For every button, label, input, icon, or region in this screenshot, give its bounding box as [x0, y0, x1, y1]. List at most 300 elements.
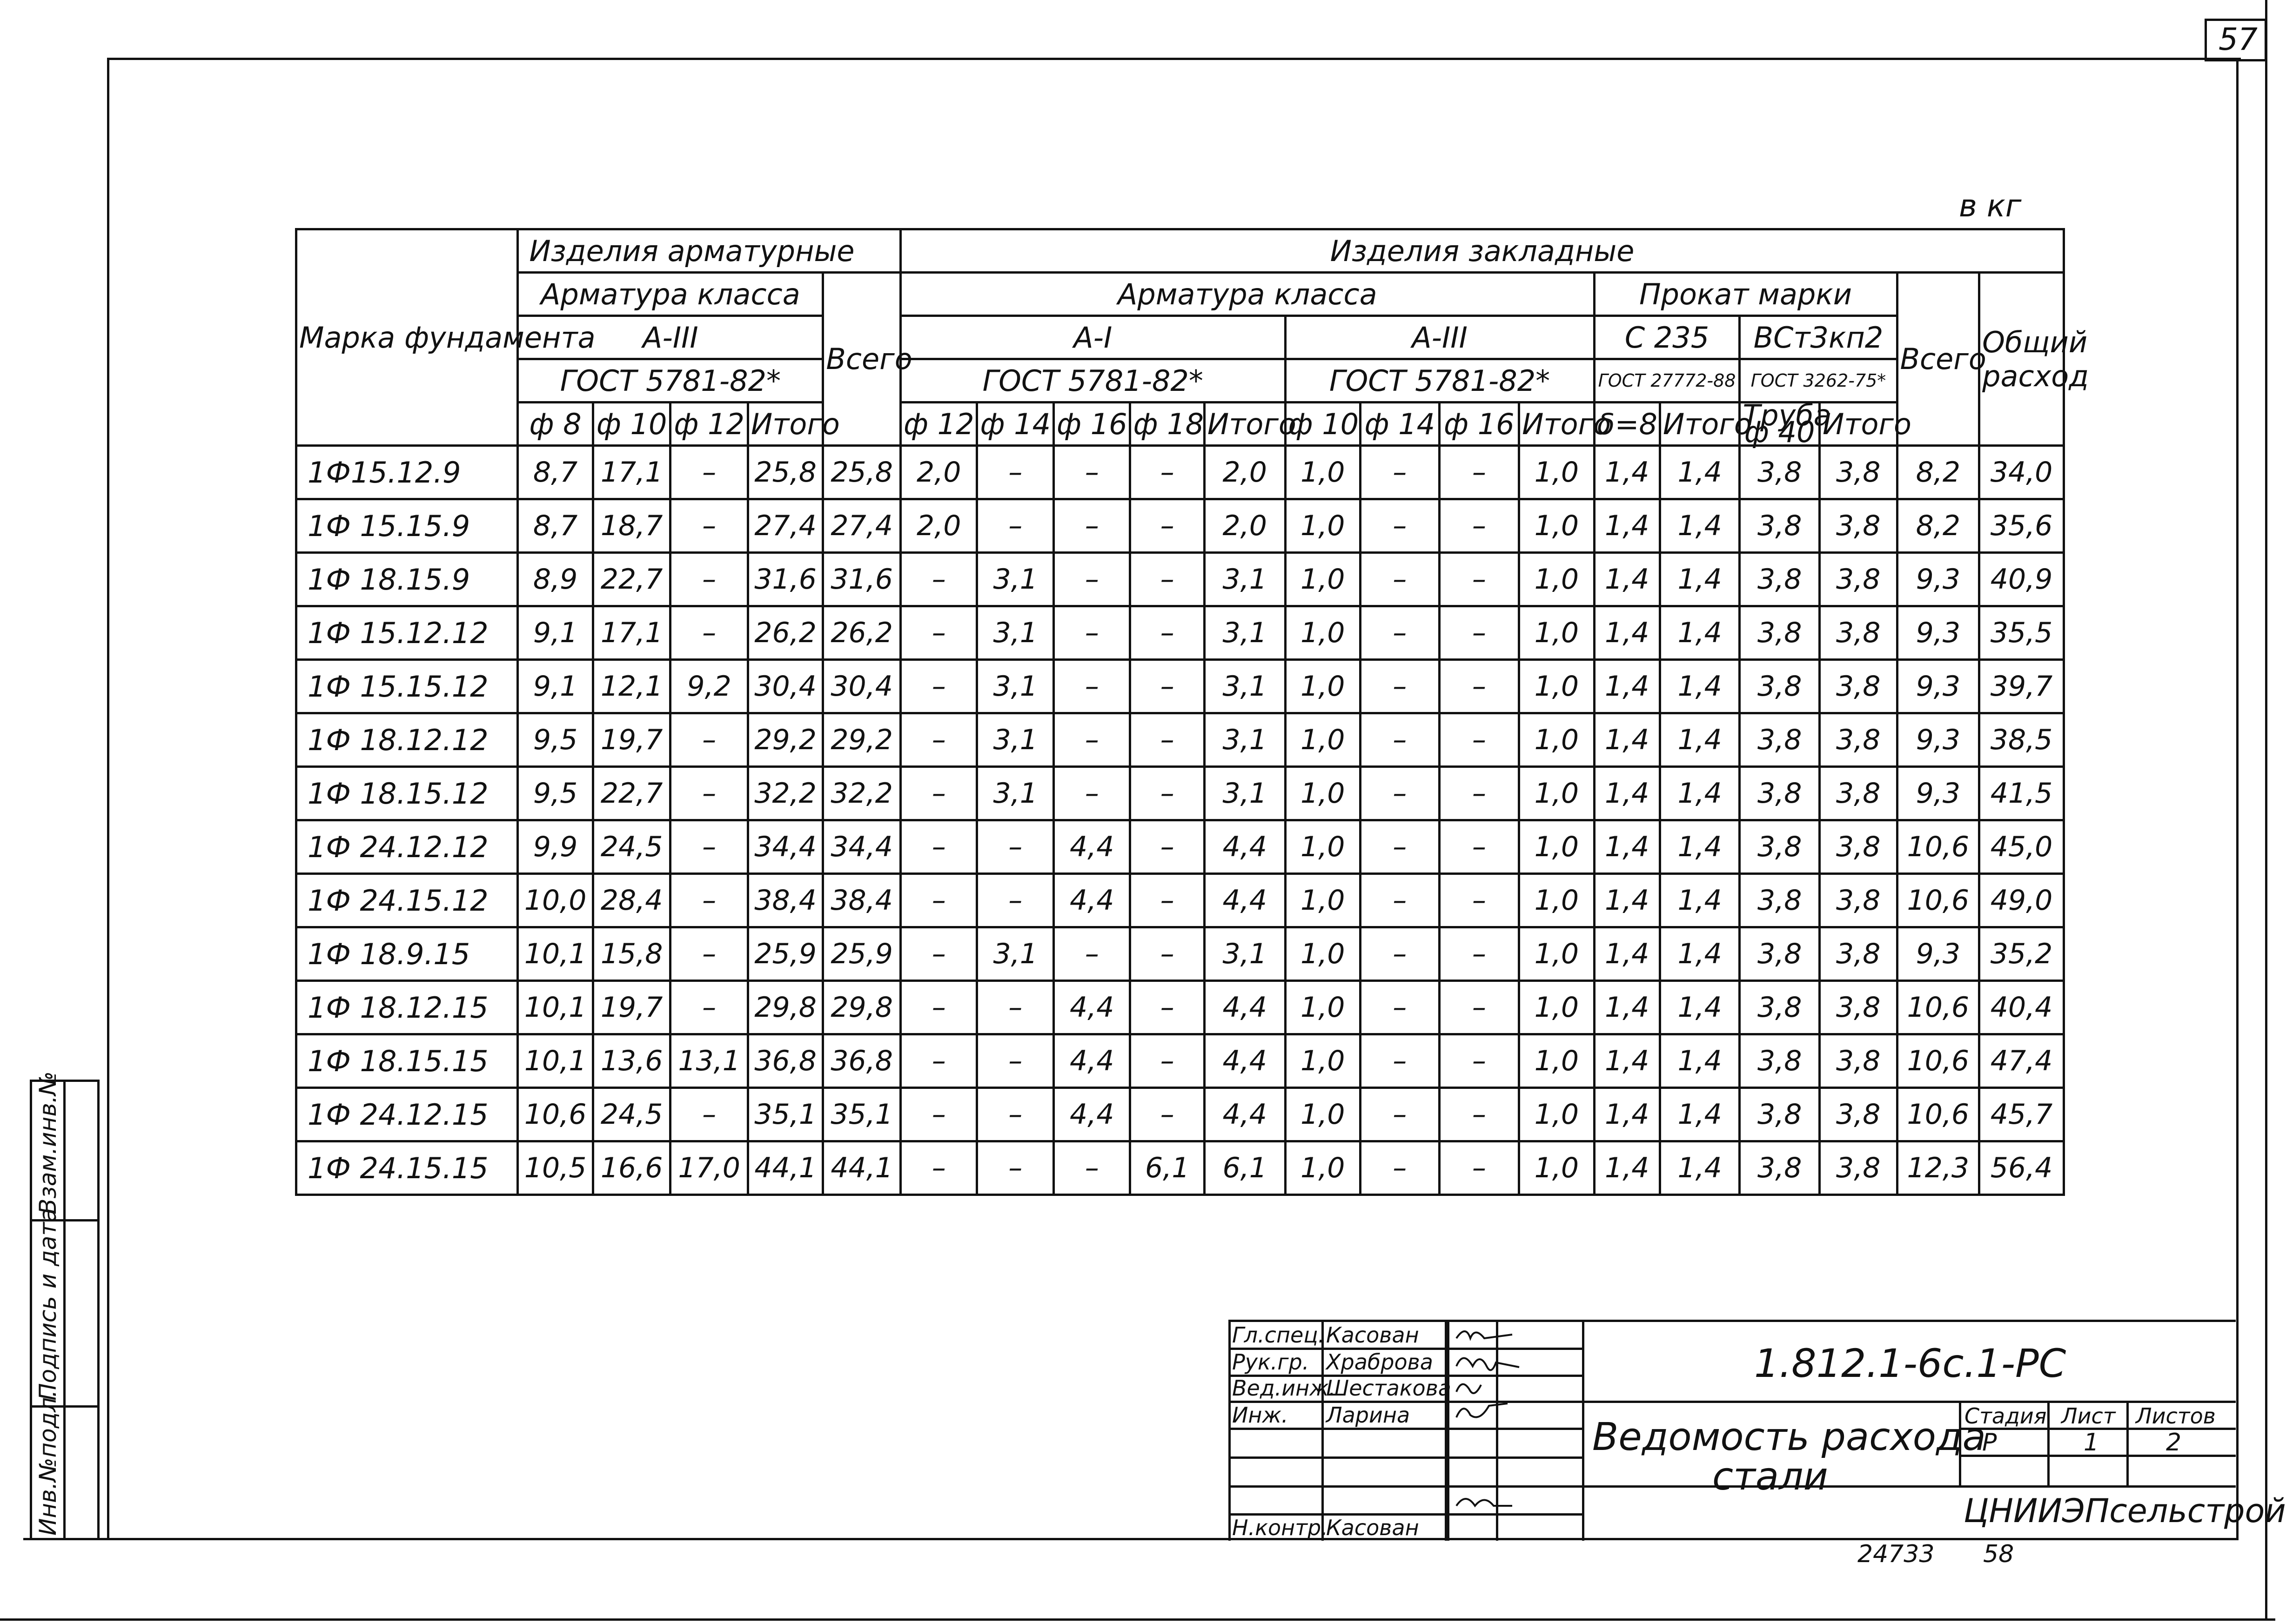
table-cell: 3,8: [1820, 1141, 1897, 1195]
table-cell: 3,8: [1740, 767, 1820, 820]
foundation-mark: 1Ф 24.15.15: [296, 1141, 518, 1195]
table-cell: –: [1439, 553, 1519, 606]
table-cell: 1,4: [1660, 820, 1740, 874]
table-row: [296, 499, 2064, 553]
foundation-mark: 1Ф 18.12.12: [296, 713, 518, 767]
name-3: Шестакова: [1326, 1376, 1451, 1401]
table-cell: 31,6: [748, 553, 823, 606]
sheet-label: Лист: [2061, 1403, 2116, 1429]
table-cell: 4,4: [1204, 1088, 1285, 1141]
table-row: [296, 1088, 2064, 1141]
table-cell: –: [670, 499, 748, 553]
table-cell: 1,4: [1594, 713, 1660, 767]
table-cell: 24,5: [593, 1088, 670, 1141]
table-cell: –: [1360, 874, 1439, 927]
table-cell: 3,1: [977, 767, 1054, 820]
table-cell: 3,1: [1204, 927, 1285, 981]
table-cell: 8,2: [1897, 499, 1979, 553]
table-cell: 34,4: [748, 820, 823, 874]
table-cell: 6,1: [1204, 1141, 1285, 1195]
header-subcol: ф 12: [900, 403, 977, 446]
table-cell: 8,7: [518, 446, 593, 499]
table-cell: 3,1: [1204, 713, 1285, 767]
header-subcol: ф 16: [1053, 403, 1130, 446]
table-cell: –: [1439, 1088, 1519, 1141]
table-cell: 2,0: [1204, 499, 1285, 553]
table-cell: 8,7: [518, 499, 593, 553]
table-cell: –: [670, 767, 748, 820]
table-cell: 13,6: [593, 1034, 670, 1088]
table-cell: 3,8: [1820, 606, 1897, 660]
table-cell: 3,8: [1820, 713, 1897, 767]
table-cell: 1,4: [1660, 553, 1740, 606]
table-cell: –: [1439, 820, 1519, 874]
table-cell: 3,8: [1820, 981, 1897, 1034]
table-cell: 29,8: [748, 981, 823, 1034]
table-cell: 27,4: [823, 499, 901, 553]
table-cell: 30,4: [823, 660, 901, 713]
table-cell: 26,2: [748, 606, 823, 660]
table-cell: –: [1360, 1034, 1439, 1088]
table-cell: 35,2: [1979, 927, 2064, 981]
table-cell: 1,4: [1594, 1141, 1660, 1195]
header-embedded-items: Изделия закладные: [900, 229, 2064, 273]
table-cell: 17,1: [593, 606, 670, 660]
table-cell: –: [670, 874, 748, 927]
table-cell: –: [1360, 1088, 1439, 1141]
stamp-col-1: [1321, 1320, 1324, 1541]
table-row: [296, 713, 2064, 767]
table-cell: 17,1: [593, 446, 670, 499]
table-cell: 10,1: [518, 981, 593, 1034]
left-strip-sign-date: Подпись и дата: [34, 1208, 61, 1401]
foundation-mark: 1Ф 15.12.12: [296, 606, 518, 660]
frame-right-line: [2236, 58, 2239, 1540]
organization-name: ЦНИИЭПсельстрой: [1964, 1492, 2286, 1530]
table-cell: 34,0: [1979, 446, 2064, 499]
stamp-col-5: [1582, 1320, 1584, 1541]
table-cell: –: [670, 553, 748, 606]
stamp-top-line: [1228, 1320, 2236, 1322]
table-cell: 4,4: [1053, 874, 1130, 927]
header-vst: ВСт3кп2: [1740, 316, 1897, 359]
table-row: [296, 446, 2064, 499]
table-cell: –: [1130, 660, 1204, 713]
role-4: Инж.: [1232, 1403, 1288, 1428]
table-cell: 3,8: [1740, 981, 1820, 1034]
table-cell: –: [900, 553, 977, 606]
table-cell: 4,4: [1204, 981, 1285, 1034]
table-cell: 3,1: [977, 606, 1054, 660]
table-cell: 9,5: [518, 713, 593, 767]
table-cell: –: [1053, 606, 1130, 660]
table-cell: 1,0: [1285, 1034, 1360, 1088]
table-cell: 56,4: [1979, 1141, 2064, 1195]
table-cell: 3,8: [1740, 713, 1820, 767]
table-cell: 35,1: [823, 1088, 901, 1141]
table-cell: 9,3: [1897, 606, 1979, 660]
header-row-1: [296, 229, 2064, 273]
table-cell: 10,1: [518, 1034, 593, 1088]
table-cell: 10,0: [518, 874, 593, 927]
table-cell: 35,1: [748, 1088, 823, 1141]
table-cell: 1,4: [1594, 767, 1660, 820]
frame-left-line: [107, 58, 109, 1540]
table-cell: –: [1053, 767, 1130, 820]
table-cell: 9,1: [518, 660, 593, 713]
table-cell: 10,6: [1897, 981, 1979, 1034]
table-row: [296, 981, 2064, 1034]
sheets-label: Листов: [2136, 1403, 2216, 1429]
header-emb-total: Всего: [1897, 273, 1979, 446]
table-cell: –: [900, 767, 977, 820]
table-cell: –: [1360, 606, 1439, 660]
name-1: Касован: [1326, 1322, 1419, 1348]
foundation-mark: 1Ф 18.15.15: [296, 1034, 518, 1088]
table-cell: –: [1130, 499, 1204, 553]
table-cell: –: [670, 446, 748, 499]
sheets-value: 2: [2166, 1429, 2182, 1456]
left-strip-mid: [63, 1080, 66, 1540]
table-cell: –: [900, 713, 977, 767]
table-cell: 28,4: [593, 874, 670, 927]
table-cell: –: [670, 713, 748, 767]
table-cell: 1,0: [1285, 1088, 1360, 1141]
table-cell: 1,4: [1660, 1141, 1740, 1195]
table-cell: –: [1360, 660, 1439, 713]
table-cell: 4,4: [1204, 1034, 1285, 1088]
header-subcol: Итого: [1820, 403, 1897, 446]
header-subcol: ф 14: [977, 403, 1054, 446]
sheet-number: 57: [2219, 21, 2258, 57]
table-cell: 18,7: [593, 499, 670, 553]
unit-label: в кг: [1959, 188, 2022, 224]
table-cell: 1,0: [1285, 1141, 1360, 1195]
header-subcol: ф 18: [1130, 403, 1204, 446]
table-cell: 35,5: [1979, 606, 2064, 660]
header-subcol: Итого: [748, 403, 823, 446]
table-cell: 1,0: [1519, 606, 1594, 660]
table-cell: 4,4: [1204, 874, 1285, 927]
foundation-mark: 1Ф 18.9.15: [296, 927, 518, 981]
table-cell: –: [977, 499, 1054, 553]
table-cell: 10,6: [1897, 1034, 1979, 1088]
table-cell: –: [1360, 1141, 1439, 1195]
table-cell: –: [670, 1088, 748, 1141]
table-cell: 1,0: [1519, 1088, 1594, 1141]
foundation-mark: 1Ф 18.15.9: [296, 553, 518, 606]
header-overall: Общий расход: [1979, 273, 2064, 446]
header-rolled: Прокат марки: [1594, 273, 1897, 316]
table-cell: –: [900, 606, 977, 660]
header-subcol: ф 12: [670, 403, 748, 446]
table-cell: –: [1439, 1034, 1519, 1088]
table-cell: 44,1: [748, 1141, 823, 1195]
header-mark: Марка фундамента: [296, 229, 518, 446]
header-gost-vst: ГОСТ 3262-75*: [1740, 359, 1897, 403]
table-cell: 25,8: [748, 446, 823, 499]
table-cell: –: [1130, 927, 1204, 981]
table-cell: 4,4: [1204, 820, 1285, 874]
table-cell: 40,9: [1979, 553, 2064, 606]
header-gost-c235: ГОСТ 27772-88: [1594, 359, 1740, 403]
table-cell: –: [1360, 446, 1439, 499]
table-cell: 1,4: [1660, 1088, 1740, 1141]
document-code: 1.812.1-6с.1-РС: [1754, 1341, 2066, 1386]
table-cell: 1,0: [1285, 820, 1360, 874]
table-cell: –: [1439, 713, 1519, 767]
foundation-mark: 1Ф15.12.9: [296, 446, 518, 499]
table-cell: 2,0: [1204, 446, 1285, 499]
table-cell: 10,6: [518, 1088, 593, 1141]
table-cell: 1,0: [1285, 767, 1360, 820]
table-cell: –: [900, 660, 977, 713]
table-cell: 45,0: [1979, 820, 2064, 874]
table-cell: –: [1360, 713, 1439, 767]
table-cell: 3,8: [1740, 446, 1820, 499]
header-subcol: Итого: [1660, 403, 1740, 446]
table-cell: 25,9: [748, 927, 823, 981]
table-row: [296, 553, 2064, 606]
table-cell: 1,0: [1519, 981, 1594, 1034]
table-cell: –: [1439, 446, 1519, 499]
title-block: [1228, 1320, 2286, 1541]
table-cell: 3,1: [1204, 660, 1285, 713]
table-cell: 1,4: [1660, 606, 1740, 660]
header-subcol: ф 14: [1360, 403, 1439, 446]
table-cell: 1,0: [1519, 499, 1594, 553]
table-cell: –: [1053, 660, 1130, 713]
table-cell: 16,6: [593, 1141, 670, 1195]
header-class-a3-emb: А-III: [1285, 316, 1594, 359]
table-cell: 3,8: [1740, 1088, 1820, 1141]
header-subcol: Труба ф 40: [1740, 403, 1820, 446]
table-cell: 1,4: [1660, 713, 1740, 767]
foundation-mark: 1Ф 24.12.15: [296, 1088, 518, 1141]
table-cell: 19,7: [593, 713, 670, 767]
table-cell: –: [1130, 553, 1204, 606]
sheet-value: 1: [2084, 1429, 2099, 1456]
header-rebar-class: Арматура класса: [518, 273, 823, 316]
table-cell: 3,8: [1820, 553, 1897, 606]
table-cell: –: [1439, 606, 1519, 660]
archive-number: 24733: [1857, 1540, 1935, 1568]
table-cell: 22,7: [593, 767, 670, 820]
table-cell: 9,3: [1897, 767, 1979, 820]
table-cell: –: [900, 820, 977, 874]
header-rebar-total: Всего: [823, 273, 901, 446]
table-cell: 40,4: [1979, 981, 2064, 1034]
table-cell: –: [1439, 927, 1519, 981]
table-row: [296, 1141, 2064, 1195]
table-cell: –: [1130, 1034, 1204, 1088]
table-cell: –: [900, 1141, 977, 1195]
table-cell: 3,8: [1740, 874, 1820, 927]
table-cell: 10,6: [1897, 1088, 1979, 1141]
table-cell: 3,8: [1740, 927, 1820, 981]
table-cell: 3,1: [977, 553, 1054, 606]
role-7: Н.контр.: [1232, 1515, 1328, 1540]
foundation-mark: 1Ф 18.15.12: [296, 767, 518, 820]
table-cell: 25,9: [823, 927, 901, 981]
foundation-mark: 1Ф 24.15.12: [296, 874, 518, 927]
table-cell: 19,7: [593, 981, 670, 1034]
header-subcol: Итого: [1519, 403, 1594, 446]
table-cell: 4,4: [1053, 1088, 1130, 1141]
table-cell: –: [1130, 874, 1204, 927]
table-cell: –: [1439, 874, 1519, 927]
table-cell: 3,1: [1204, 553, 1285, 606]
table-cell: –: [977, 1034, 1054, 1088]
table-cell: 29,2: [748, 713, 823, 767]
table-cell: 1,0: [1519, 713, 1594, 767]
table-cell: 3,8: [1820, 820, 1897, 874]
table-cell: 22,7: [593, 553, 670, 606]
table-cell: –: [1360, 499, 1439, 553]
table-cell: 1,0: [1285, 874, 1360, 927]
table-cell: 1,4: [1594, 874, 1660, 927]
table-cell: 3,8: [1740, 820, 1820, 874]
page-bottom-line: [0, 1618, 2275, 1621]
table-cell: 45,7: [1979, 1088, 2064, 1141]
steel-consumption-table: [295, 228, 2089, 1196]
table-cell: 24,5: [593, 820, 670, 874]
table-cell: 34,4: [823, 820, 901, 874]
table-cell: 1,0: [1519, 927, 1594, 981]
table-cell: –: [1130, 981, 1204, 1034]
table-row: [296, 660, 2064, 713]
table-cell: 41,5: [1979, 767, 2064, 820]
table-cell: 1,0: [1285, 927, 1360, 981]
table-cell: 1,4: [1660, 874, 1740, 927]
table-cell: –: [900, 927, 977, 981]
table-cell: 1,4: [1594, 1088, 1660, 1141]
table-cell: 10,1: [518, 927, 593, 981]
table-cell: 8,9: [518, 553, 593, 606]
table-cell: –: [977, 1141, 1054, 1195]
header-class-a1: А-I: [900, 316, 1285, 359]
table-cell: 3,8: [1740, 660, 1820, 713]
table-cell: 1,4: [1660, 446, 1740, 499]
table-cell: 1,0: [1285, 713, 1360, 767]
table-cell: 3,8: [1820, 767, 1897, 820]
table-cell: 3,8: [1820, 874, 1897, 927]
table-cell: –: [1439, 981, 1519, 1034]
table-cell: –: [1130, 1088, 1204, 1141]
table-cell: 3,8: [1820, 446, 1897, 499]
role-2: Рук.гр.: [1232, 1349, 1309, 1375]
table-cell: 26,2: [823, 606, 901, 660]
table-cell: 3,8: [1740, 499, 1820, 553]
table-cell: 1,0: [1519, 820, 1594, 874]
table-cell: –: [900, 1088, 977, 1141]
table-cell: 29,2: [823, 713, 901, 767]
table-cell: 1,4: [1594, 446, 1660, 499]
table-cell: –: [1360, 767, 1439, 820]
table-cell: 1,4: [1594, 553, 1660, 606]
table-cell: 1,4: [1660, 927, 1740, 981]
doc-title-line-1: Ведомость расхода: [1592, 1415, 1986, 1459]
foundation-mark: 1Ф 15.15.9: [296, 499, 518, 553]
table-cell: –: [1360, 927, 1439, 981]
table-cell: 47,4: [1979, 1034, 2064, 1088]
table-cell: 1,4: [1594, 499, 1660, 553]
table-cell: 9,1: [518, 606, 593, 660]
table-cell: 27,4: [748, 499, 823, 553]
header-gost-a3: ГОСТ 5781-82*: [1285, 359, 1594, 403]
table-cell: 3,1: [977, 660, 1054, 713]
table-cell: 1,4: [1594, 820, 1660, 874]
table-cell: –: [1130, 606, 1204, 660]
table-cell: 32,2: [748, 767, 823, 820]
table-cell: 9,3: [1897, 713, 1979, 767]
table-cell: 32,2: [823, 767, 901, 820]
table-cell: 1,4: [1594, 1034, 1660, 1088]
table-cell: –: [900, 874, 977, 927]
table-cell: 1,4: [1594, 927, 1660, 981]
header-emb-rebar-class: Арматура класса: [900, 273, 1594, 316]
table-cell: 3,8: [1740, 1034, 1820, 1088]
table-cell: 1,0: [1519, 553, 1594, 606]
table-cell: –: [977, 446, 1054, 499]
table-cell: –: [1439, 1141, 1519, 1195]
header-subcol: Итого: [1204, 403, 1285, 446]
table-row: [296, 1034, 2064, 1088]
name-7: Касован: [1326, 1515, 1419, 1540]
left-strip-inv-orig: Инв.№подл.: [34, 1389, 61, 1536]
header-c235: С 235: [1594, 316, 1740, 359]
table-cell: –: [977, 1088, 1054, 1141]
header-subcol: ф 10: [593, 403, 670, 446]
table-cell: 1,4: [1660, 660, 1740, 713]
role-3: Вед.инж.: [1232, 1376, 1336, 1401]
table-cell: 30,4: [748, 660, 823, 713]
table-row: [296, 767, 2064, 820]
table-cell: 15,8: [593, 927, 670, 981]
header-class-a3: А-III: [518, 316, 823, 359]
stamp-stage-sep-2: [2047, 1401, 2050, 1485]
header-subcol: ф 16: [1439, 403, 1519, 446]
table-cell: 3,8: [1820, 499, 1897, 553]
table-cell: 2,0: [900, 499, 977, 553]
table-cell: –: [1053, 446, 1130, 499]
table-row: [296, 927, 2064, 981]
table-cell: 38,5: [1979, 713, 2064, 767]
header-row-5: [296, 403, 2064, 446]
table-cell: 9,3: [1897, 660, 1979, 713]
foundation-mark: 1Ф 24.12.12: [296, 820, 518, 874]
table-cell: –: [900, 981, 977, 1034]
table-row: [296, 820, 2064, 874]
table-cell: –: [1130, 713, 1204, 767]
table-cell: 4,4: [1053, 981, 1130, 1034]
table-cell: 9,3: [1897, 927, 1979, 981]
table-cell: 1,4: [1660, 981, 1740, 1034]
table-cell: –: [1360, 981, 1439, 1034]
header-gost-rebar: ГОСТ 5781-82*: [518, 359, 823, 403]
table-cell: 1,4: [1594, 660, 1660, 713]
table-cell: 3,8: [1740, 553, 1820, 606]
stage-value: Р: [1982, 1429, 1997, 1456]
signatures-drawing: [1447, 1320, 1568, 1541]
table-cell: –: [1360, 553, 1439, 606]
table-row: [296, 606, 2064, 660]
table-cell: 9,2: [670, 660, 748, 713]
header-row-2: [296, 273, 2064, 316]
table-cell: 38,4: [823, 874, 901, 927]
table-cell: –: [900, 1034, 977, 1088]
table-cell: 44,1: [823, 1141, 901, 1195]
